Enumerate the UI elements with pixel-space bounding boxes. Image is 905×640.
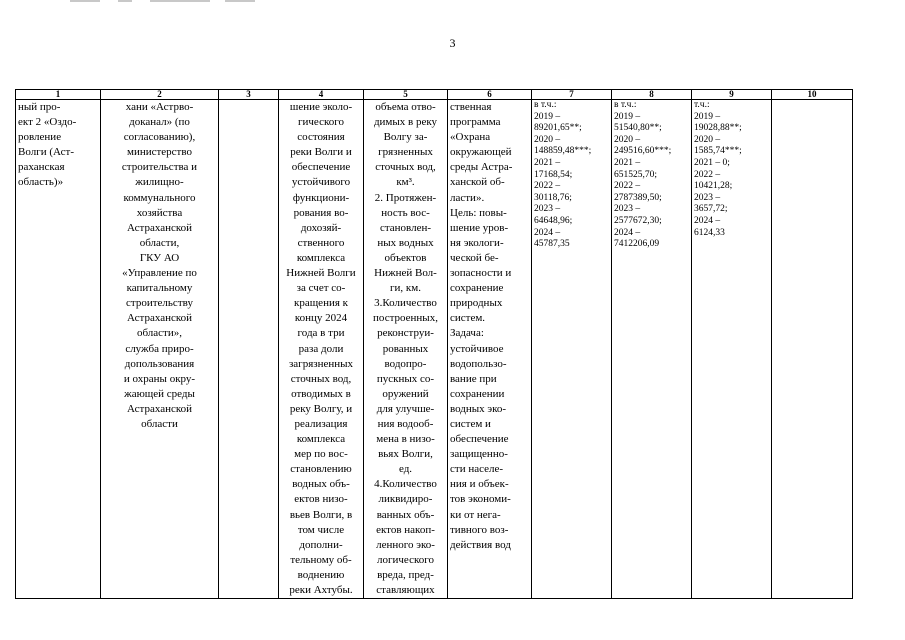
cell-funding-8: в т.ч.: 2019 – 51540,80**; 2020 – 249516,60***; 2021 – 651525,70; 2022 – 2787389,50; 2023 – 2577672,30; 2024 – 7412206,09 [612,100,692,599]
scan-artifact [70,0,100,2]
table-row [16,100,853,599]
page-number: 3 [449,36,456,50]
cell-indicators: объема отво- димых в реку Волгу за- грязненных сточных вод, км³. 2. Протяжен- ность вос- становлен- ных водных объектов Нижней Вол- ги, км. 3.Количество построенных, реконструи- рованных водопро- пускных со- оружений для улучше- ния водооб- мена в низо- вьях Волги, ед. 4.Количество ликвидиро- ванных объ- ектов накоп- ленного эко- логического вреда, пред- ставляющих [364,100,448,599]
scan-artifact [118,0,132,2]
column-header: 7 [532,90,612,100]
program-table [15,89,853,599]
column-header: 1 [16,90,101,100]
scan-artifact [225,0,255,2]
column-header: 5 [364,90,448,100]
cell-col3 [219,100,279,599]
cell-col10 [772,100,853,599]
column-header: 10 [772,90,853,100]
column-header: 3 [219,90,279,100]
column-header: 4 [279,90,364,100]
scan-artifact [150,0,210,2]
cell-funding-7: в т.ч.: 2019 – 89201,65**; 2020 – 148859,48***; 2021 – 17168,54; 2022 – 30118,76; 2023 – 64648,96; 2024 – 45787,35 [532,100,612,599]
cell-program: ственная программа «Охрана окружающей среды Астра- ханской об- ласти». Цель: повы- шение уров- ня экологи- ческой бе- зопасности и сохранение природных систем. Задача: устойчивое водопользо- вание при сохранении водных эко- систем и обеспечение защищенно- сти населе- ния и объек- тов экономи- ки от нега- тивного воз- действия вод [448,100,532,599]
column-header: 6 [448,90,532,100]
column-header: 9 [692,90,772,100]
column-header: 2 [101,90,219,100]
column-number-row [16,90,853,100]
cell-responsible: хани «Астрво- доканал» (по согласованию), министерство строительства и жилищно- коммунального хозяйства Астраханской области, ГКУ АО «Управление по капитальному строительству Астраханской области», служба приро- допользования и охраны окру- жающей среды Астраханской области [101,100,219,599]
cell-funding-9: т.ч.: 2019 – 19028,88**; 2020 – 1585,74***; 2021 – 0; 2022 – 10421,28; 2023 – 3657,72; 2024 – 6124,33 [692,100,772,599]
cell-goal: шение эколо- гического состояния реки Волги и обеспечение устойчивого функциони- рования во- дохозяй- ственного комплекса Нижней Волги за счет со- кращения к концу 2024 года в три раза доли загрязненных сточных вод, отводимых в реку Волгу, и реализация комплекса мер по вос- становлению водных объ- ектов низо- вьев Волги, в том числе дополни- тельному об- воднению реки Ахтубы. [279,100,364,599]
column-header: 8 [612,90,692,100]
cell-project-name: ный про- ект 2 «Оздо- ровление Волги (Аст- раханская область)» [16,100,101,599]
